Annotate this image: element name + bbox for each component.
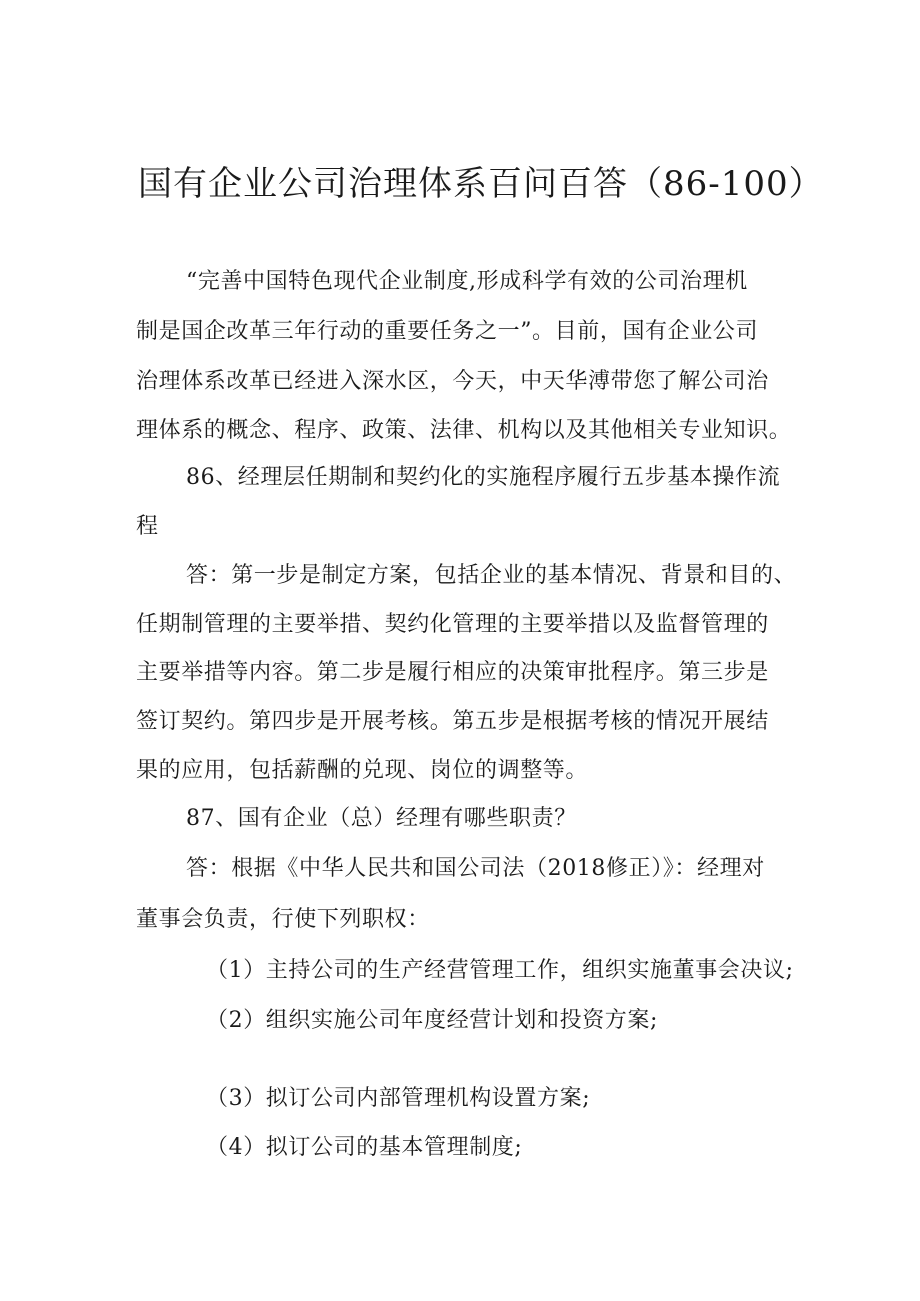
q86-answer-line-1: 答：第一步是制定方案，包括企业的基本情况、背景和目的、 — [186, 563, 797, 588]
q86-question-line-2: 程 — [136, 514, 159, 539]
q86-answer-line-4: 签订契约。第四步是开展考核。第五步是根据考核的情况开展结 — [136, 709, 769, 734]
intro-line-4: 理体系的概念、程序、政策、法律、机构以及其他相关专业知识。 — [136, 418, 792, 443]
intro-line-3: 治理体系改革已经进入深水区，今天，中天华溥带您了解公司治 — [136, 369, 769, 394]
q87-answer-line-1: 答：根据《中华人民共和国公司法（2018修正）》：经理对 — [186, 856, 765, 881]
q86-answer-line-5: 果的应用，包括薪酬的兑现、岗位的调整等。 — [136, 758, 589, 783]
q86-answer-line-3: 主要举措等内容。第二步是履行相应的决策审批程序。第三步是 — [136, 660, 769, 685]
intro-line-2: 制是国企改革三年行动的重要任务之一”。目前，国有企业公司 — [136, 319, 759, 344]
intro-line-1: “完善中国特色现代企业制度,形成科学有效的公司治理机 — [186, 269, 748, 294]
q87-answer-line-2: 董事会负责，行使下列职权： — [136, 907, 430, 932]
q86-answer-line-2: 任期制管理的主要举措、契约化管理的主要举措以及监督管理的 — [136, 612, 769, 637]
q86-question-line-1: 86、经理层任期制和契约化的实施程序履行五步基本操作流 — [186, 465, 781, 490]
q87-item-3: （3）拟订公司内部管理机构设置方案; — [206, 1086, 591, 1111]
document-title: 国有企业公司治理体系百问百答（86-100） — [138, 164, 824, 204]
q87-item-4: （4）拟订公司的基本管理制度; — [206, 1135, 523, 1160]
q87-item-2: （2）组织实施公司年度经营计划和投资方案; — [206, 1008, 659, 1033]
q87-question: 87、国有企业（总）经理有哪些职责？ — [186, 806, 577, 831]
q87-item-1: （1）主持公司的生产经营管理工作，组织实施董事会决议; — [206, 958, 794, 983]
